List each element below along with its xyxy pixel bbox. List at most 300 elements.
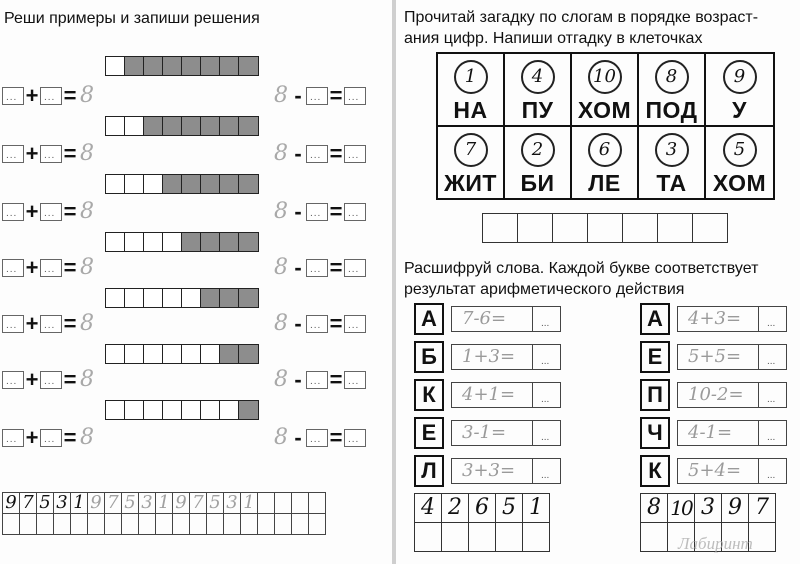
addition-equation (2, 367, 96, 392)
digit-cell[interactable] (275, 493, 292, 514)
digit-cell[interactable] (258, 493, 275, 514)
riddle-syllable-table (436, 52, 775, 200)
cipher-row (414, 342, 561, 372)
equals-sign: = (329, 83, 343, 108)
riddle-title-line-1: Прочитай загадку по слогам в порядке возраст- (404, 9, 759, 26)
digit-writing-grid (2, 492, 326, 535)
bar-cell-empty (220, 401, 239, 419)
addend-input[interactable] (2, 203, 24, 221)
cipher-row (640, 456, 787, 486)
cipher-row (414, 380, 561, 410)
cipher-expression: 10-2= (677, 382, 759, 408)
bar-cell-empty (125, 401, 144, 419)
bar-cell-empty (144, 345, 163, 363)
plus-sign: + (25, 141, 39, 166)
circled-order-number: 3 (655, 133, 689, 167)
digit-cell-empty[interactable] (71, 514, 88, 535)
code-answer-cell[interactable] (749, 523, 776, 552)
addend-input[interactable] (2, 429, 24, 447)
bar-cell-shaded (220, 57, 239, 75)
minus-sign: - (294, 425, 302, 450)
cipher-result-input[interactable] (759, 420, 787, 446)
bar-cell-shaded (163, 57, 182, 75)
digit-cell-empty[interactable] (190, 514, 207, 535)
code-number-cell: 7 (749, 494, 776, 523)
digit-cell[interactable]: 5 (122, 493, 139, 514)
bar-cell-shaded (239, 175, 258, 193)
digit-cell[interactable]: 7 (190, 493, 207, 514)
syllable-text: ПУ (521, 97, 554, 123)
difference-input[interactable] (344, 145, 366, 163)
bar-cell-shaded (201, 117, 220, 135)
blank-dots: ... (6, 150, 18, 161)
riddle-answer-cells[interactable] (482, 213, 728, 243)
sum-value: 8 (80, 367, 94, 392)
code-grid-left (414, 493, 550, 552)
code-number-cell: 1 (523, 494, 550, 523)
bar-cell-shaded (182, 57, 201, 75)
digit-cell[interactable]: 9 (88, 493, 105, 514)
circled-order-number: 4 (521, 60, 555, 94)
riddle-cell (706, 127, 773, 198)
result-dots: ... (541, 394, 550, 405)
bar-cell-shaded (239, 233, 258, 251)
bar-cell-empty (182, 289, 201, 307)
digit-cell[interactable]: 9 (3, 493, 20, 514)
digit-cell[interactable]: 5 (207, 493, 224, 514)
blank-dots: ... (44, 376, 56, 387)
sum-value: 8 (80, 141, 94, 166)
plus-sign: + (25, 367, 39, 392)
left-page (0, 0, 392, 564)
result-dots: ... (767, 470, 776, 481)
bar-cell-shaded (220, 289, 239, 307)
syllable-text: ТА (656, 170, 687, 196)
digit-cell-empty[interactable] (207, 514, 224, 535)
subtrahend-input[interactable] (306, 203, 328, 221)
digit-cell[interactable]: 7 (20, 493, 37, 514)
bar-cell-empty (163, 345, 182, 363)
equals-sign: = (329, 255, 343, 280)
blank-dots: ... (348, 264, 360, 275)
cipher-result-input[interactable] (759, 306, 787, 332)
minus-sign: - (294, 367, 302, 392)
addition-equation (2, 199, 96, 224)
digit-cell-empty[interactable] (224, 514, 241, 535)
subtraction-equation (272, 141, 366, 166)
blank-dots: ... (348, 92, 360, 103)
digit-cell[interactable]: 1 (156, 493, 173, 514)
subtraction-equation (272, 255, 366, 280)
cipher-row (414, 304, 561, 334)
digit-cell-empty[interactable] (258, 514, 275, 535)
plus-sign: + (25, 83, 39, 108)
digit-cell[interactable] (292, 493, 309, 514)
bar-cell-shaded (144, 57, 163, 75)
minus-sign: - (294, 311, 302, 336)
cipher-result-input[interactable] (533, 458, 561, 484)
difference-input[interactable] (344, 259, 366, 277)
bar-cell-empty (144, 401, 163, 419)
bar-cell-empty (106, 57, 125, 75)
cipher-letter: Ч (640, 417, 670, 449)
equals-sign: = (329, 141, 343, 166)
subtraction-equation (272, 311, 366, 336)
circled-order-number: 2 (521, 133, 555, 167)
blank-dots: ... (348, 434, 360, 445)
digit-cell-empty[interactable] (20, 514, 37, 535)
cipher-expression: 3+3= (451, 458, 533, 484)
digit-cell-empty[interactable] (241, 514, 258, 535)
result-dots: ... (767, 356, 776, 367)
digit-cell[interactable]: 3 (139, 493, 156, 514)
addend-input[interactable] (40, 429, 62, 447)
sum-value: 8 (80, 199, 94, 224)
code-number-cell: 6 (469, 494, 496, 523)
bar-cell-empty (144, 233, 163, 251)
plus-sign: + (25, 255, 39, 280)
digit-cell[interactable] (309, 493, 326, 514)
cipher-letter: Е (414, 417, 444, 449)
blank-dots: ... (6, 92, 18, 103)
bar-cell-empty (106, 401, 125, 419)
addend-input[interactable] (40, 145, 62, 163)
riddle-cell (505, 54, 572, 127)
riddle-cell (706, 54, 773, 127)
bar-cell-shaded (182, 117, 201, 135)
minus-sign: - (294, 199, 302, 224)
equals-sign: = (63, 199, 77, 224)
bar-cell-shaded (201, 289, 220, 307)
cipher-result-input[interactable] (533, 344, 561, 370)
bar-cell-shaded (239, 289, 258, 307)
digit-cell-empty[interactable] (275, 514, 292, 535)
bar-cell-empty (144, 175, 163, 193)
composition-bar (105, 400, 259, 420)
blank-dots: ... (44, 434, 56, 445)
difference-input[interactable] (344, 429, 366, 447)
blank-dots: ... (6, 208, 18, 219)
equals-sign: = (63, 425, 77, 450)
bar-cell-shaded (220, 233, 239, 251)
cipher-expression: 4+3= (677, 306, 759, 332)
circled-order-number: 8 (655, 60, 689, 94)
cipher-row (414, 418, 561, 448)
composition-bar (105, 116, 259, 136)
digit-cell-empty[interactable] (173, 514, 190, 535)
riddle-cell (438, 54, 505, 127)
blank-dots: ... (44, 264, 56, 275)
code-answer-cell[interactable] (442, 523, 469, 552)
addend-input[interactable] (2, 145, 24, 163)
minus-sign: - (294, 255, 302, 280)
blank-dots: ... (310, 150, 322, 161)
bar-cell-shaded (201, 57, 220, 75)
syllable-text: ПОД (645, 97, 698, 123)
bar-cell-shaded (144, 117, 163, 135)
riddle-title-line-2: ания цифр. Напиши отгадку в клеточках (404, 30, 703, 47)
subtrahend-input[interactable] (306, 315, 328, 333)
digit-cell[interactable]: 3 (224, 493, 241, 514)
cipher-letter: А (414, 303, 444, 335)
cipher-result-input[interactable] (759, 344, 787, 370)
cipher-expression: 4+1= (451, 382, 533, 408)
answer-letter-cell[interactable] (588, 214, 623, 242)
digit-cell[interactable]: 1 (71, 493, 88, 514)
bar-cell-empty (125, 175, 144, 193)
bar-cell-shaded (182, 175, 201, 193)
circled-order-number: 7 (454, 133, 488, 167)
bar-cell-empty (125, 117, 144, 135)
syllable-text: ЖИТ (444, 170, 497, 196)
result-dots: ... (541, 318, 550, 329)
addition-equation (2, 425, 96, 450)
addend-input[interactable] (2, 315, 24, 333)
right-page (396, 0, 800, 564)
digit-cell[interactable]: 9 (173, 493, 190, 514)
addend-input[interactable] (2, 87, 24, 105)
difference-input[interactable] (344, 87, 366, 105)
equals-sign: = (329, 199, 343, 224)
cipher-expression: 4-1= (677, 420, 759, 446)
answer-letter-cell[interactable] (553, 214, 588, 242)
answer-letter-cell[interactable] (693, 214, 727, 242)
blank-dots: ... (44, 320, 56, 331)
code-number-cell: 10 (668, 494, 695, 523)
cipher-row (640, 380, 787, 410)
blank-dots: ... (44, 92, 56, 103)
bar-cell-empty (201, 401, 220, 419)
bar-cell-shaded (182, 233, 201, 251)
blank-dots: ... (6, 376, 18, 387)
code-answer-cell[interactable] (415, 523, 442, 552)
addend-input[interactable] (40, 371, 62, 389)
bar-cell-empty (163, 289, 182, 307)
blank-dots: ... (348, 150, 360, 161)
cipher-result-input[interactable] (533, 306, 561, 332)
digit-cell[interactable]: 1 (241, 493, 258, 514)
riddle-cell (639, 54, 706, 127)
cipher-title-line-1: Расшифруй слова. Каждой букве соответствует (404, 260, 759, 277)
answer-letter-cell[interactable] (623, 214, 658, 242)
digit-cell-empty[interactable] (292, 514, 309, 535)
bar-cell-shaded (220, 175, 239, 193)
plus-sign: + (25, 425, 39, 450)
equals-sign: = (329, 311, 343, 336)
cipher-row (640, 418, 787, 448)
syllable-text: БИ (520, 170, 555, 196)
addend-input[interactable] (40, 203, 62, 221)
composition-bar (105, 344, 259, 364)
subtrahend-input[interactable] (306, 259, 328, 277)
blank-dots: ... (348, 320, 360, 331)
equals-sign: = (329, 425, 343, 450)
blank-dots: ... (310, 320, 322, 331)
bar-cell-shaded (220, 345, 239, 363)
digit-cell-empty[interactable] (54, 514, 71, 535)
bar-cell-shaded (239, 401, 258, 419)
difference-input[interactable] (344, 315, 366, 333)
cipher-letter: А (640, 303, 670, 335)
difference-input[interactable] (344, 371, 366, 389)
subtrahend-input[interactable] (306, 371, 328, 389)
blank-dots: ... (348, 376, 360, 387)
subtraction-equation (272, 199, 366, 224)
equals-sign: = (329, 367, 343, 392)
bar-cell-shaded (201, 175, 220, 193)
bar-cell-shaded (201, 233, 220, 251)
publisher-watermark: Лабиринт (678, 534, 753, 553)
digit-cell-empty[interactable] (105, 514, 122, 535)
addition-equation (2, 141, 96, 166)
bar-cell-empty (106, 175, 125, 193)
equals-sign: = (63, 141, 77, 166)
minuend-value: 8 (274, 255, 288, 280)
plus-sign: + (25, 199, 39, 224)
equals-sign: = (63, 83, 77, 108)
digit-cell-empty[interactable] (122, 514, 139, 535)
blank-dots: ... (6, 264, 18, 275)
difference-input[interactable] (344, 203, 366, 221)
subtraction-equation (272, 83, 366, 108)
sum-value: 8 (80, 311, 94, 336)
answer-letter-cell[interactable] (658, 214, 693, 242)
cipher-expression: 1+3= (451, 344, 533, 370)
blank-dots: ... (310, 434, 322, 445)
circled-order-number: 1 (454, 60, 488, 94)
cipher-letter: Б (414, 341, 444, 373)
result-dots: ... (767, 394, 776, 405)
cipher-result-input[interactable] (759, 382, 787, 408)
addition-equation (2, 83, 96, 108)
minuend-value: 8 (274, 367, 288, 392)
equals-sign: = (63, 311, 77, 336)
subtraction-equation (272, 425, 366, 450)
addend-input[interactable] (40, 259, 62, 277)
cipher-letter: Л (414, 455, 444, 487)
code-answer-cell[interactable] (523, 523, 550, 552)
result-dots: ... (541, 356, 550, 367)
digit-cell-empty[interactable] (309, 514, 326, 535)
minuend-value: 8 (274, 311, 288, 336)
composition-bar (105, 56, 259, 76)
addition-equation (2, 311, 96, 336)
equals-sign: = (63, 367, 77, 392)
digit-cell-empty[interactable] (3, 514, 20, 535)
circled-order-number: 10 (588, 60, 622, 94)
subtrahend-input[interactable] (306, 429, 328, 447)
bar-cell-shaded (220, 117, 239, 135)
answer-letter-cell[interactable] (483, 214, 518, 242)
bar-cell-empty (163, 401, 182, 419)
addend-input[interactable] (2, 259, 24, 277)
bar-cell-shaded (163, 175, 182, 193)
cipher-result-input[interactable] (533, 420, 561, 446)
composition-bar (105, 174, 259, 194)
riddle-cell (438, 127, 505, 198)
digit-cell-empty[interactable] (37, 514, 54, 535)
bar-cell-shaded (239, 117, 258, 135)
blank-dots: ... (310, 92, 322, 103)
code-answer-cell[interactable] (496, 523, 523, 552)
cipher-row (414, 456, 561, 486)
cipher-expression: 5+4= (677, 458, 759, 484)
left-page-title: Реши примеры и запиши решения (4, 10, 260, 27)
result-dots: ... (767, 432, 776, 443)
bar-cell-empty (106, 117, 125, 135)
digit-cell-empty[interactable] (88, 514, 105, 535)
digit-cell-empty[interactable] (139, 514, 156, 535)
syllable-text: ЛЕ (588, 170, 621, 196)
blank-dots: ... (6, 434, 18, 445)
addend-input[interactable] (40, 315, 62, 333)
minus-sign: - (294, 83, 302, 108)
bar-cell-shaded (125, 57, 144, 75)
answer-letter-cell[interactable] (518, 214, 553, 242)
cipher-expression: 5+5= (677, 344, 759, 370)
equals-sign: = (63, 255, 77, 280)
code-number-cell: 2 (442, 494, 469, 523)
result-dots: ... (541, 432, 550, 443)
bar-cell-empty (106, 345, 125, 363)
sum-value: 8 (80, 83, 94, 108)
code-number-cell: 3 (695, 494, 722, 523)
bar-cell-empty (125, 233, 144, 251)
digit-cell[interactable]: 7 (105, 493, 122, 514)
bar-cell-empty (106, 233, 125, 251)
cipher-row (640, 304, 787, 334)
bar-cell-empty (106, 289, 125, 307)
blank-dots: ... (348, 208, 360, 219)
result-dots: ... (767, 318, 776, 329)
subtrahend-input[interactable] (306, 87, 328, 105)
cipher-letter: П (640, 379, 670, 411)
cipher-letter: К (414, 379, 444, 411)
bar-cell-empty (182, 345, 201, 363)
blank-dots: ... (6, 320, 18, 331)
sum-value: 8 (80, 425, 94, 450)
riddle-cell (639, 127, 706, 198)
code-number-cell: 5 (496, 494, 523, 523)
syllable-text: У (732, 97, 747, 123)
syllable-text: ХОМ (712, 170, 767, 196)
addend-input[interactable] (2, 371, 24, 389)
cipher-result-input[interactable] (533, 382, 561, 408)
minuend-value: 8 (274, 199, 288, 224)
addend-input[interactable] (40, 87, 62, 105)
digit-cell-empty[interactable] (156, 514, 173, 535)
cipher-title-line-2: результат арифметического действия (404, 281, 685, 298)
syllable-text: ХОМ (577, 97, 632, 123)
composition-bar (105, 232, 259, 252)
blank-dots: ... (310, 376, 322, 387)
code-number-cell: 9 (722, 494, 749, 523)
riddle-cell (572, 54, 639, 127)
bar-cell-empty (144, 289, 163, 307)
digit-cell[interactable]: 3 (54, 493, 71, 514)
circled-order-number: 9 (723, 60, 757, 94)
bar-cell-empty (163, 233, 182, 251)
minuend-value: 8 (274, 141, 288, 166)
cipher-expression: 7-6= (451, 306, 533, 332)
cipher-result-input[interactable] (759, 458, 787, 484)
code-answer-cell[interactable] (469, 523, 496, 552)
addition-equation (2, 255, 96, 280)
code-answer-cell[interactable] (641, 523, 668, 552)
digit-cell[interactable]: 5 (37, 493, 54, 514)
riddle-cell (505, 127, 572, 198)
subtrahend-input[interactable] (306, 145, 328, 163)
